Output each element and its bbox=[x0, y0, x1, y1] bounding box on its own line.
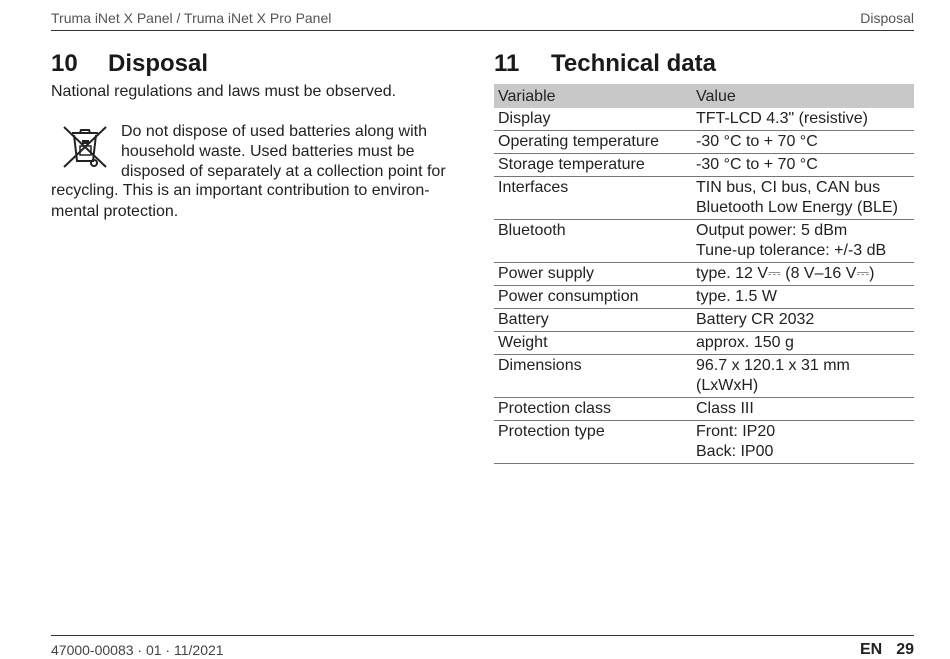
cell-variable: Storage temperature bbox=[494, 154, 692, 177]
disposal-section-title: Disposal bbox=[108, 50, 209, 77]
cell-value bbox=[692, 131, 914, 154]
table-row bbox=[494, 398, 914, 421]
cell-value-line: Tune-up tolerance: +/-3 dB bbox=[696, 242, 887, 259]
crossed-out-wheelie-bin-icon bbox=[60, 123, 112, 171]
cell-value bbox=[692, 421, 914, 464]
technical-section-number: 11 bbox=[494, 50, 520, 77]
cell-variable: Display bbox=[494, 108, 692, 131]
cell-value-line: -30 °C to + 70 °C bbox=[696, 156, 818, 173]
table-row bbox=[494, 309, 914, 332]
battery-text-line-1: Do not dispose of used batteries along with bbox=[121, 123, 427, 140]
column-header-variable: Variable bbox=[494, 84, 692, 108]
cell-value-line: TIN bus, CI bus, CAN bus bbox=[696, 179, 881, 196]
cell-value bbox=[692, 309, 914, 332]
cell-value bbox=[692, 108, 914, 131]
cell-variable: Protection type bbox=[494, 421, 692, 464]
technical-section-title: Technical data bbox=[551, 50, 716, 77]
battery-text-line-2: household waste. Used batteries must be bbox=[121, 143, 415, 160]
technical-data-table bbox=[494, 84, 914, 464]
cell-value-line: Class III bbox=[696, 400, 754, 417]
disposal-heading bbox=[51, 50, 208, 78]
cell-value bbox=[692, 286, 914, 309]
cell-value bbox=[692, 332, 914, 355]
cell-value-line: 96.7 x 120.1 x 31 mm bbox=[696, 357, 850, 374]
cell-value-line: type. 12 V⎓ (8 V–16 V⎓) bbox=[696, 265, 875, 282]
footer-page-number: 29 bbox=[896, 641, 914, 658]
table-row bbox=[494, 177, 914, 220]
table-row bbox=[494, 421, 914, 464]
footer-divider bbox=[51, 635, 914, 636]
table-row bbox=[494, 154, 914, 177]
disposal-intro: National regulations and laws must be observed. bbox=[51, 83, 397, 100]
technical-data-heading bbox=[494, 50, 716, 78]
page-header bbox=[51, 9, 914, 31]
battery-text-line-4: recycling. This is an important contribution to environ- bbox=[51, 182, 430, 199]
cell-value-line: Back: IP00 bbox=[696, 443, 774, 460]
cell-value bbox=[692, 355, 914, 398]
table-row bbox=[494, 332, 914, 355]
cell-variable: Power consumption bbox=[494, 286, 692, 309]
header-product-title: Truma iNet X Panel / Truma iNet X Pro Panel bbox=[51, 10, 332, 26]
cell-value-line: -30 °C to + 70 °C bbox=[696, 133, 818, 150]
cell-value-line: Front: IP20 bbox=[696, 423, 776, 440]
footer-page-info bbox=[860, 641, 914, 659]
cell-variable: Power supply bbox=[494, 263, 692, 286]
table-row bbox=[494, 263, 914, 286]
table-row bbox=[494, 220, 914, 263]
cell-variable: Battery bbox=[494, 309, 692, 332]
cell-value bbox=[692, 154, 914, 177]
cell-variable: Weight bbox=[494, 332, 692, 355]
cell-value-line: (LxWxH) bbox=[696, 377, 759, 394]
cell-value-line: type. 1.5 W bbox=[696, 288, 777, 305]
cell-value-line: Bluetooth Low Energy (BLE) bbox=[696, 199, 898, 216]
column-header-value: Value bbox=[692, 84, 914, 108]
cell-value-line: Battery CR 2032 bbox=[696, 311, 815, 328]
cell-value-line: Output power: 5 dBm bbox=[696, 222, 848, 239]
table-row bbox=[494, 286, 914, 309]
footer-document-number: 47000-00083 · 01 · 11/2021 bbox=[51, 642, 224, 658]
battery-text-line-5: mental protection. bbox=[51, 203, 179, 220]
footer-language: EN bbox=[859, 641, 883, 658]
cell-value bbox=[692, 398, 914, 421]
cell-value bbox=[692, 263, 914, 286]
cell-variable: Protection class bbox=[494, 398, 692, 421]
disposal-section-number: 10 bbox=[51, 50, 78, 77]
cell-value-line: TFT-LCD 4.3" (resistive) bbox=[696, 110, 868, 127]
battery-text-line-3: disposed of separately at a collection point for bbox=[121, 163, 446, 180]
table-row bbox=[494, 131, 914, 154]
cell-value-line: approx. 150 g bbox=[696, 334, 794, 351]
table-row bbox=[494, 108, 914, 131]
table-body bbox=[494, 108, 914, 464]
cell-variable: Bluetooth bbox=[494, 220, 692, 263]
header-section-name: Disposal bbox=[860, 10, 914, 26]
table-row bbox=[494, 355, 914, 398]
cell-variable: Dimensions bbox=[494, 355, 692, 398]
cell-variable: Operating temperature bbox=[494, 131, 692, 154]
cell-value bbox=[692, 220, 914, 263]
table-header-row bbox=[494, 84, 914, 108]
cell-variable: Interfaces bbox=[494, 177, 692, 220]
cell-value bbox=[692, 177, 914, 220]
